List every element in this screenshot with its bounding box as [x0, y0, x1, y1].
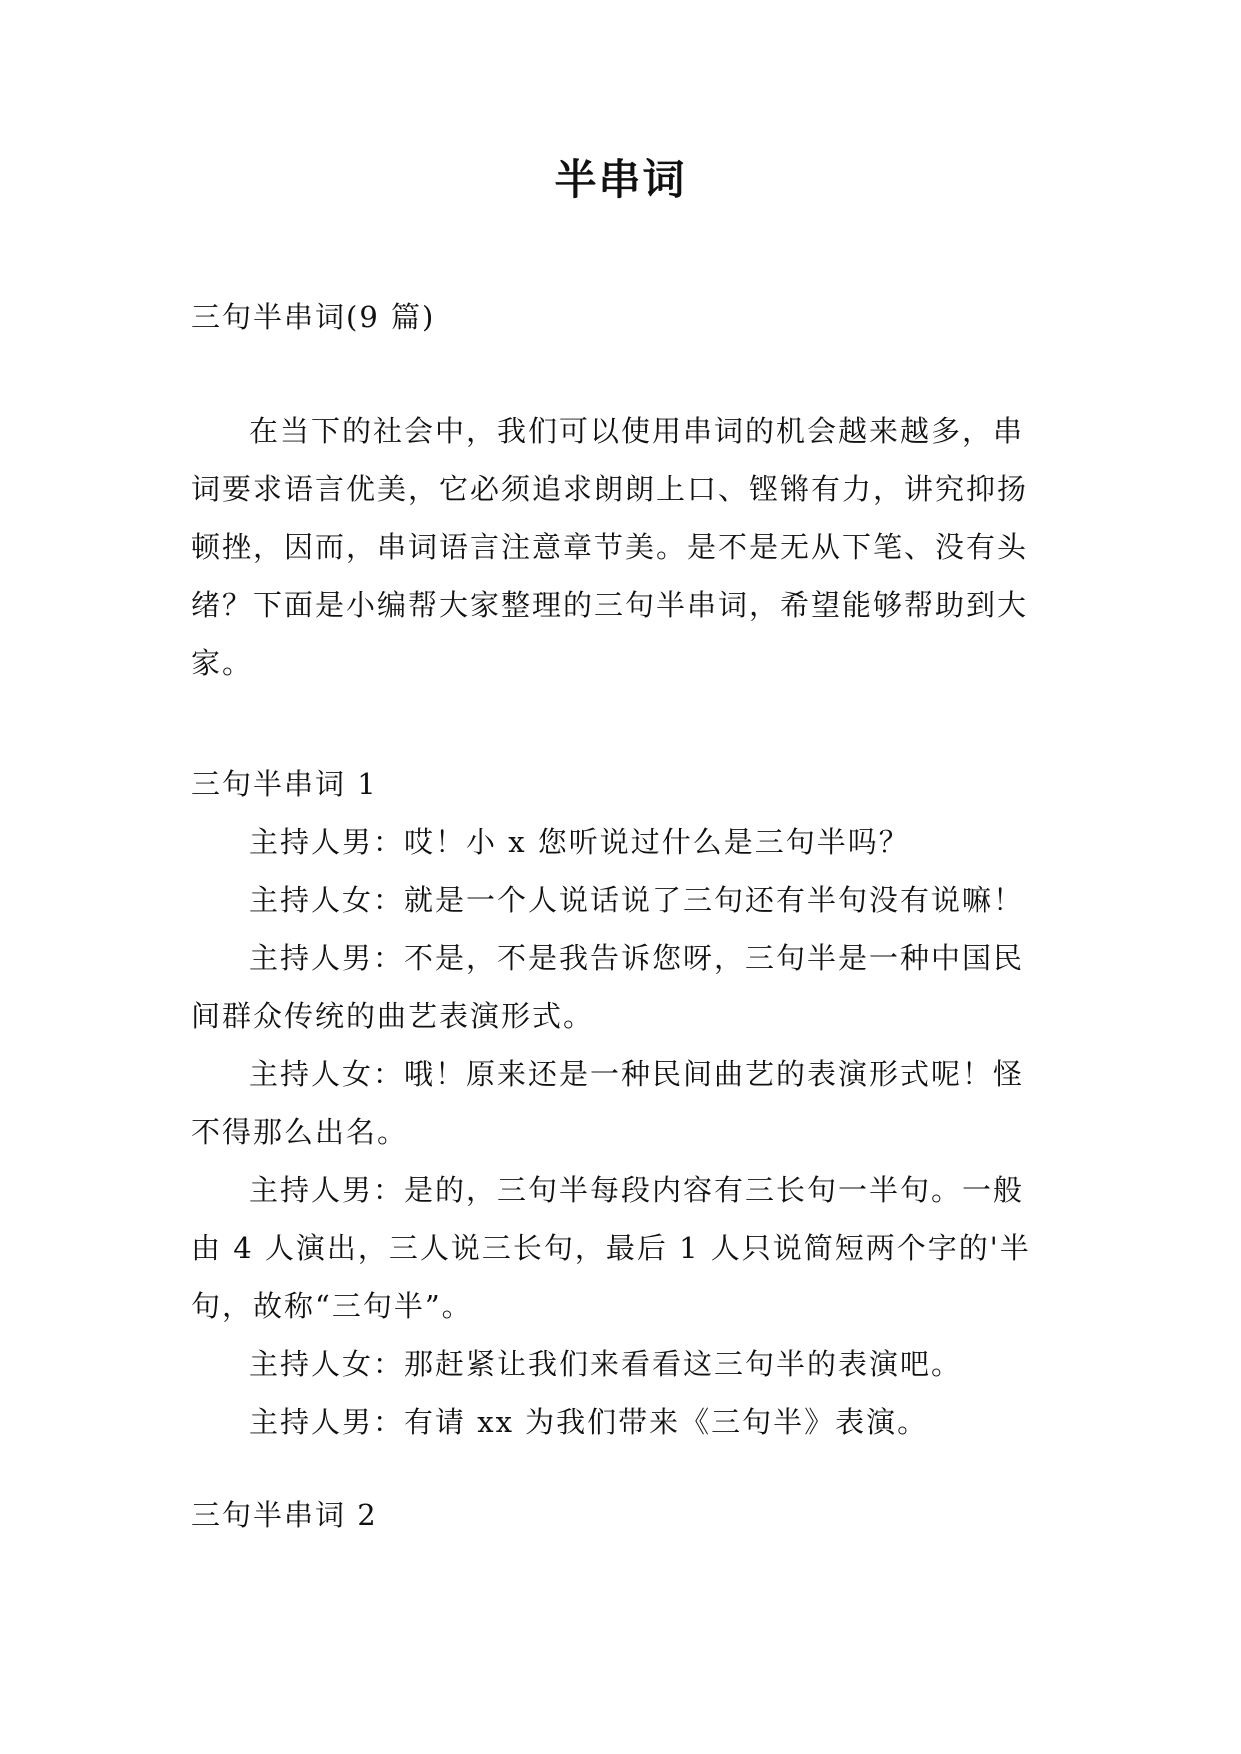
subtitle-text: 三句半串词(9 篇)	[191, 300, 436, 334]
dialogue-paragraph: 主持人女：那赶紧让我们来看看这三句半的表演吧。	[249, 1347, 963, 1381]
dialogue-paragraph: 主持人男：是的，三句半每段内容有三长句一半句。一般由 4 人演出，三人说三长句，最后 1 人只说简短两个字的'半句，故称“三句半”。	[191, 1173, 1031, 1323]
dialogue-paragraph: 主持人男：不是，不是我告诉您呀，三句半是一种中国民间群众传统的曲艺表演形式。	[191, 941, 1025, 1033]
intro-paragraph: 在当下的社会中，我们可以使用串词的机会越来越多，串词要求语言优美，它必须追求朗朗上口、铿锵有力，讲究抑扬顿挫，因而，串词语言注意章节美。是不是无从下笔、没有头绪？下面是小编帮大家整理的三句半串词，希望能够帮助到大家。	[191, 414, 1029, 680]
document-subtitle	[191, 288, 1051, 346]
document-title: 半串词	[554, 155, 687, 204]
dialogue-paragraph: 主持人女：就是一个人说话说了三句还有半句没有说嘛！	[249, 883, 1025, 917]
intro-paragraph-block	[191, 402, 1051, 692]
dialogue-paragraph: 主持人男：有请 xx 为我们带来《三句半》表演。	[249, 1405, 929, 1439]
section-heading: 三句半串词 1	[191, 767, 378, 801]
section-1	[191, 755, 1051, 1451]
section-2-heading: 三句半串词 2	[191, 1498, 378, 1532]
dialogue-paragraph: 主持人男：哎！小 x 您听说过什么是三句半吗？	[249, 825, 910, 859]
dialogue-paragraph: 主持人女：哦！原来还是一种民间曲艺的表演形式呢！怪不得那么出名。	[191, 1057, 1025, 1149]
